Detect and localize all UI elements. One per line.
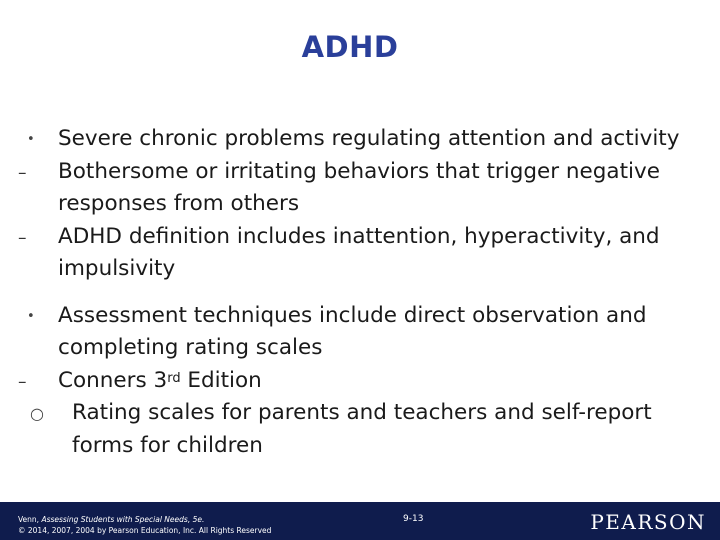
- sub-sub-bullet-text: Rating scales for parents and teachers and self-report forms for children: [72, 400, 652, 458]
- citation-book: Assessing Students with Special Needs, 5e.: [41, 515, 205, 524]
- sub-bullet-text: ADHD definition includes inattention, hyperactivity, and impulsivity: [58, 223, 660, 281]
- edition-label: Edition: [180, 367, 262, 393]
- slide-content: [18, 123, 680, 462]
- dash-marker: –: [18, 371, 27, 392]
- bullet-marker: •: [27, 132, 35, 147]
- conners-label: Conners 3: [58, 367, 168, 393]
- sub-bullet-item: [18, 365, 680, 398]
- sub-bullet-text: Bothersome or irritating behaviors that trigger negative responses from others: [58, 158, 660, 216]
- bullet-text: Assessment techniques include direct observation and completing rating scales: [58, 302, 647, 360]
- circle-marker: ○: [30, 404, 44, 423]
- copyright: © 2014, 2007, 2004 by Pearson Education, Inc. All Rights Reserved: [18, 526, 272, 535]
- dash-marker: –: [18, 162, 27, 183]
- bullet-marker: •: [27, 308, 35, 324]
- citation-author: Venn,: [18, 515, 42, 524]
- dash-marker: –: [18, 227, 27, 248]
- sub-sub-bullet-item: [30, 397, 680, 462]
- bullet-item: [27, 123, 680, 156]
- bullet-text: Severe chronic problems regulating attention and activity: [58, 126, 680, 151]
- pearson-logo: PEARSON: [590, 510, 706, 534]
- slide-title: ADHD: [301, 30, 399, 64]
- sub-bullet-item: [18, 221, 680, 286]
- ordinal-suffix: rd: [167, 370, 181, 386]
- citation: [18, 514, 271, 536]
- footer-bar: [0, 502, 720, 540]
- sub-bullet-text: [58, 368, 262, 393]
- bullet-item: [27, 300, 680, 365]
- page-number: 9-13: [403, 514, 424, 524]
- sub-bullet-item: [18, 156, 680, 221]
